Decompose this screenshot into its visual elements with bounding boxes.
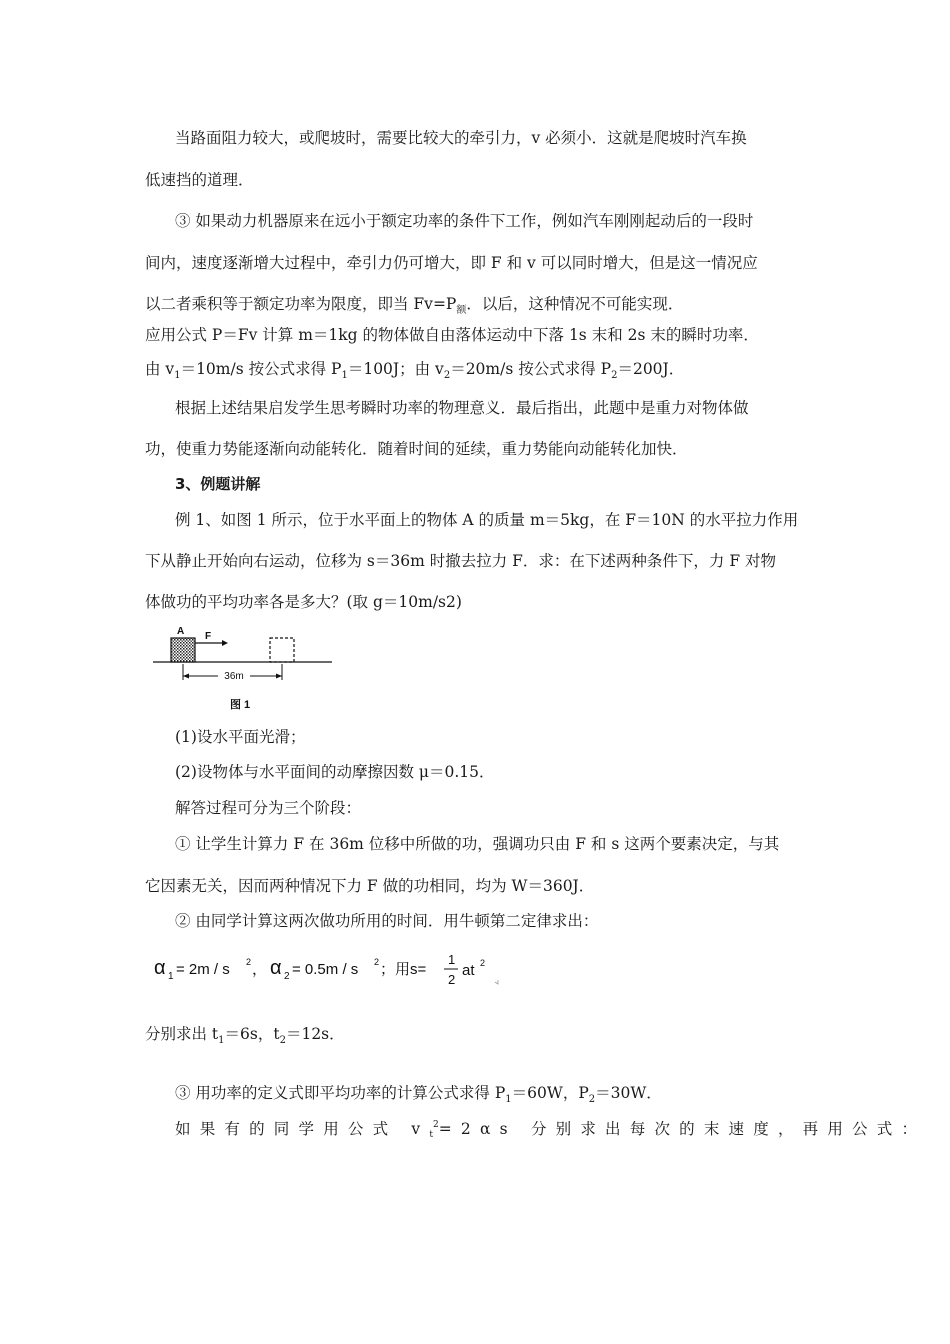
- paragraph-line: ③ 如果动力机器原来在远小于额定功率的条件下工作，例如汽车刚刚起动后的一段时: [175, 212, 754, 230]
- paragraph-line: 以二者乘积等于额定功率为限度，即当 $Fv=P_额$．以后，这种情况不可能实现．: [145, 295, 684, 317]
- svg-text:2: 2: [246, 957, 252, 967]
- paragraph-line: 根据上述结果启发学生思考瞬时功率的物理意义．最后指出，此题中是重力对物体做: [175, 399, 749, 417]
- paragraph-line: 分别求出 $t_1=6s$，$t_2=12s$．: [145, 1025, 345, 1047]
- paragraph-line: 体做功的平均功率各是多大？(取 g＝10m/s2): [145, 593, 462, 611]
- paragraph-line: 例 1、如图 1 所示，位于水平面上的物体 A 的质量 m＝5kg，在 F＝10N 的水平拉力作用: [175, 511, 799, 529]
- return-mark-icon: [495, 980, 498, 984]
- svg-text:2: 2: [480, 958, 486, 968]
- svg-text:α: α: [270, 957, 282, 979]
- paragraph-line: ③ 用功率的定义式即平均功率的计算公式求得 $P_1=60W$，$P_2=30W$．: [175, 1084, 662, 1106]
- svg-text:α: α: [154, 957, 166, 979]
- paragraph-line: 解答过程可分为三个阶段：: [175, 799, 362, 817]
- figure-1-diagram: [150, 618, 340, 718]
- paragraph-line: (2)设物体与水平面间的动摩擦因数 μ＝0.15．: [175, 763, 495, 781]
- paragraph-line: ② 由同学计算这两次做功所用的时间．用牛顿第二定律求出：: [175, 912, 599, 930]
- block-label: A: [177, 626, 185, 637]
- svg-text:2: 2: [374, 957, 380, 967]
- distance-label: 36m: [224, 671, 244, 682]
- arrow-head-icon: [222, 640, 228, 646]
- svg-text:；用s=: ；用s=: [380, 961, 427, 978]
- paragraph-line: ① 让学生计算力 F 在 36m 位移中所做的功，强调功只由 F 和 s 这两个要素决定，与其: [175, 835, 780, 853]
- svg-text:= 0.5m / s: = 0.5m / s: [292, 961, 359, 978]
- svg-text:1: 1: [448, 952, 456, 967]
- svg-text:2: 2: [284, 971, 290, 982]
- svg-text:at: at: [462, 962, 475, 979]
- paragraph-line: 应用公式 P＝Fv 计算 m＝1kg 的物体做自由落体运动中下落 1s 末和 2s 末的瞬时功率．: [145, 326, 759, 344]
- paragraph-line: 当路面阻力较大，或爬坡时，需要比较大的牵引力，v 必须小．这就是爬坡时汽车换: [175, 129, 747, 147]
- svg-text:，: ，: [252, 961, 268, 978]
- svg-text:1: 1: [168, 971, 174, 982]
- svg-text:2: 2: [448, 972, 456, 987]
- block-final-position: [270, 638, 294, 662]
- section-heading: 3、例题讲解: [175, 475, 261, 493]
- paragraph-line: 下从静止开始向右运动，位移为 s＝36m 时撤去拉力 F．求：在下述两种条件下，力 F 对物: [145, 552, 777, 570]
- svg-text:= 2m / s: = 2m / s: [176, 961, 230, 978]
- acceleration-formula: [152, 950, 522, 990]
- paragraph-line: 由 $v_1=10m/s$ 按公式求得 $P_1=100J$；由 $v_2=20m/s$ 按公式求得 $P_2=200J$．: [145, 360, 685, 382]
- paragraph-line: 它因素无关，因而两种情况下力 F 做的功相同，均为 W＝360J．: [145, 877, 595, 895]
- paragraph-line: 如果有的同学用公式 $v_t^2=2\alpha s$ 分别求出每次的末速度，再用公式：: [175, 1119, 927, 1141]
- figure-caption: 图 1: [230, 699, 251, 711]
- paragraph-line: (1)设水平面光滑；: [175, 728, 306, 746]
- paragraph-line: 功，使重力势能逐渐向动能转化．随着时间的延续，重力势能向动能转化加快．: [145, 440, 688, 458]
- paragraph-line: 低速挡的道理．: [145, 171, 254, 189]
- paragraph-line: 间内，速度逐渐增大过程中，牵引力仍可增大，即 F 和 v 可以同时增大，但是这一情况应: [145, 254, 758, 272]
- force-label: F: [205, 631, 212, 642]
- block-a: [171, 638, 195, 662]
